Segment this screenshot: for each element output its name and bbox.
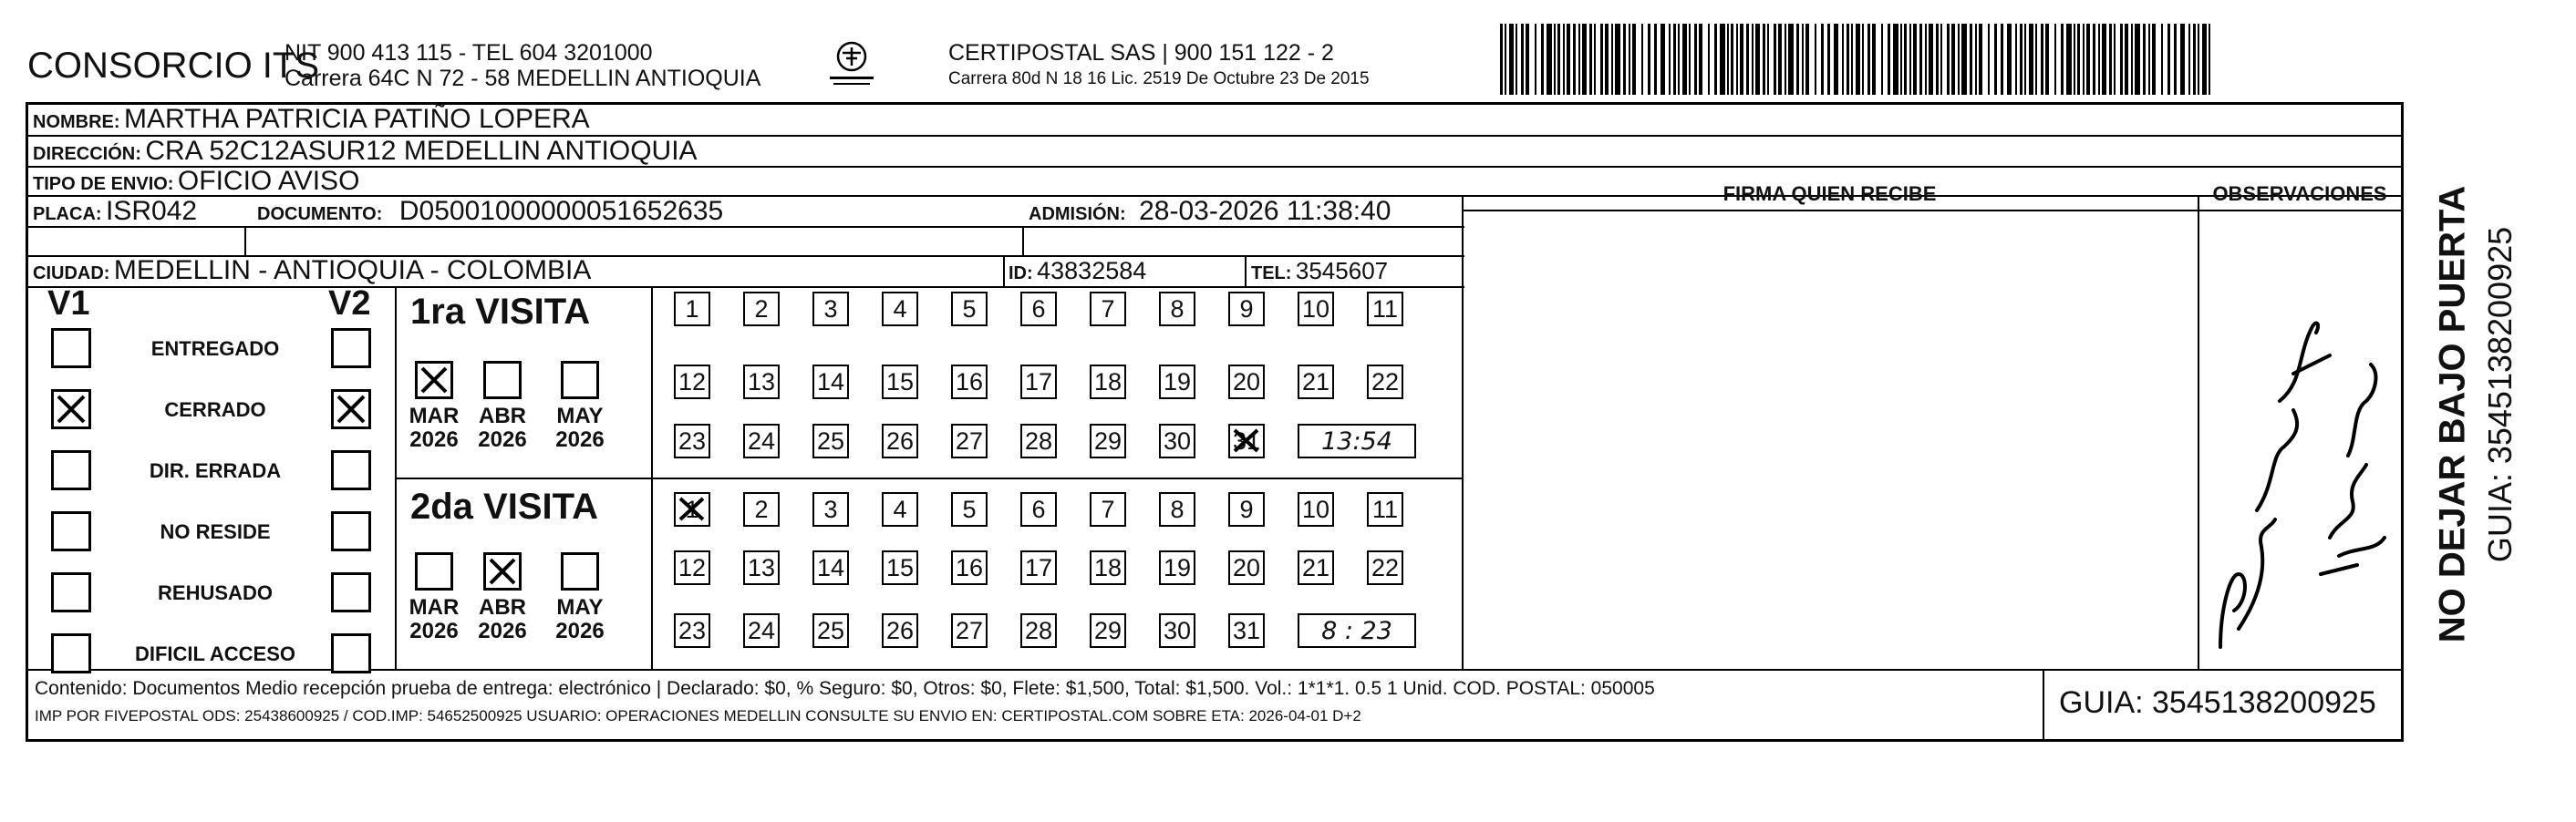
day-number: 8 [1170,294,1185,323]
company-nit-line: NIT 900 413 115 - TEL 604 3201000 [284,40,653,66]
city-label: CIUDAD: [33,263,110,283]
day-box[interactable] [1090,492,1126,527]
day-box[interactable] [1020,492,1057,527]
month-year: 2026 [478,427,527,452]
handwritten-check-mark [334,392,368,426]
status-option-label: NO RESIDE [160,520,271,543]
day-number: 31 [1232,616,1261,644]
day-box[interactable] [951,292,988,326]
v1-label: V1 [47,284,90,323]
day-box[interactable] [1020,613,1057,648]
month-label [553,596,607,643]
day-box[interactable] [1090,613,1126,648]
v1-checkbox[interactable] [51,450,91,490]
day-box[interactable] [1228,613,1265,648]
month-year: 2026 [409,427,459,452]
day-box[interactable] [1228,365,1265,399]
month-checkbox[interactable] [415,361,453,399]
month-year: 2026 [555,427,605,452]
day-box[interactable] [882,492,918,527]
month-label [475,405,530,452]
address-label: DIRECCIÓN: [33,144,141,164]
day-box[interactable] [1367,292,1403,326]
day-number: 19 [1163,553,1192,581]
day-number: 30 [1163,616,1192,644]
day-number: 19 [1163,367,1192,396]
day-box[interactable] [882,292,918,326]
day-box[interactable] [1020,365,1057,399]
v2-checkbox[interactable] [331,450,371,490]
day-box[interactable] [1159,365,1195,399]
day-box[interactable] [743,550,780,585]
day-box[interactable] [951,550,988,585]
recipient-city: MEDELLIN - ANTIOQUIA - COLOMBIA [113,255,592,285]
day-number: 14 [816,553,845,581]
carrier-line: CERTIPOSTAL SAS | 900 151 122 - 2 [948,40,1334,66]
day-box[interactable] [674,492,710,527]
carrier-license-line: Carrera 80d N 18 16 Lic. 2519 De Octubre 23 De 2015 [948,69,1370,88]
side-guia: GUIA: 3545138200925 [2481,226,2519,563]
day-box[interactable] [743,365,780,399]
day-box[interactable] [1159,292,1195,326]
day-number: 22 [1371,553,1400,581]
observations-title: OBSERVACIONES [2212,182,2387,205]
day-number: 15 [885,553,915,581]
day-number: 18 [1093,553,1122,581]
day-box[interactable] [1298,492,1334,527]
month-checkbox[interactable] [561,361,599,399]
month-name: MAR [409,404,460,428]
v2-checkbox[interactable] [331,511,371,551]
side-text-block [2407,102,2544,742]
day-box[interactable] [1298,365,1334,399]
day-number: 11 [1371,294,1399,323]
day-box[interactable] [743,292,780,326]
day-box[interactable] [743,424,780,458]
day-number: 23 [678,426,707,455]
status-option-label: CERRADO [164,398,266,421]
document-number: D05001000000051652635 [398,196,724,226]
address-row [33,138,698,170]
day-box[interactable] [1090,424,1126,458]
day-number: 28 [1024,426,1053,455]
day-box[interactable] [1090,292,1126,326]
month-checkbox[interactable] [483,361,522,399]
day-box[interactable] [1090,365,1126,399]
day-number: 10 [1301,294,1330,323]
city-row [33,257,591,289]
observations-handwriting [2202,301,2398,665]
day-number: 21 [1301,553,1330,581]
day-box[interactable] [1020,424,1057,458]
day-box[interactable] [1367,365,1403,399]
no-dejar-bajo-puerta: NO DEJAR BAJO PUERTA [2432,185,2473,643]
handwritten-check-mark [54,392,88,426]
day-number: 25 [816,426,845,455]
v2-label: V2 [328,284,371,323]
day-number: 2 [754,495,769,523]
day-number: 17 [1024,367,1053,396]
day-box[interactable] [743,613,780,648]
day-number: 3 [823,294,838,323]
visit-time-box[interactable]: 8 : 23 [1298,613,1416,648]
signature-area[interactable] [1464,212,2196,668]
month-checkbox[interactable] [561,552,599,591]
day-number: 6 [1031,495,1046,523]
send-type: OFICIO AVISO [177,166,360,196]
day-box[interactable] [812,550,849,585]
status-option-label: DIR. ERRADA [149,459,282,482]
day-box[interactable] [951,365,988,399]
month-name: ABR [479,404,526,428]
recipient-address: CRA 52C12ASUR12 MEDELLIN ANTIOQUIA [145,136,698,166]
day-number: 17 [1024,553,1053,581]
day-number: 26 [885,616,915,644]
month-name: MAY [556,595,604,620]
month-year: 2026 [555,619,605,643]
admission-date: 28-03-2026 11:38:40 [1139,196,1391,226]
footer-print-line: IMP POR FIVEPOSTAL ODS: 25438600925 / COD.IMP: 54652500925 USUARIO: OPERACIONES MEDELLIN CONSULTE SU ENVIO EN: CERTIPOSTAL.COM SOBRE ETA: 2026-04-01 D+2 [35,707,1361,724]
admission-label: ADMISIÓN: [1029,204,1126,224]
id-label: ID: [1009,263,1033,283]
day-box[interactable] [951,492,988,527]
day-number: 14 [816,367,845,396]
v1-checkbox[interactable] [51,572,91,612]
status-option-label: ENTREGADO [150,337,280,360]
v1-checkbox[interactable] [51,389,91,429]
month-name: MAR [409,595,460,620]
day-number: 20 [1232,367,1261,396]
day-number: 1 [685,294,699,323]
day-box[interactable] [882,613,918,648]
footer-guia: GUIA: 3545138200925 [2059,685,2376,720]
day-box[interactable] [1228,292,1265,326]
day-box[interactable] [1159,550,1195,585]
v1-checkbox[interactable] [51,633,91,673]
send-type-label: TIPO DE ENVIO: [33,174,174,194]
day-number: 24 [747,426,776,455]
day-box[interactable] [1159,424,1195,458]
document-label: DOCUMENTO: [257,204,383,224]
day-box[interactable] [882,365,918,399]
day-box[interactable] [812,365,849,399]
month-name: ABR [479,595,526,620]
admission-field [1029,198,1391,230]
certipostal-logo [828,40,875,91]
day-number: 4 [893,294,907,323]
plate-label: PLACA: [33,204,102,224]
day-box[interactable] [1298,550,1334,585]
v1-checkbox[interactable] [51,328,91,368]
day-number: 20 [1232,553,1261,581]
day-number: 12 [678,367,707,396]
day-number: 27 [955,426,984,455]
tel-field [1251,257,1388,289]
month-checkbox[interactable] [415,552,453,591]
day-number: 25 [816,616,845,644]
day-box[interactable] [882,550,918,585]
handwritten-check-mark [676,494,708,524]
status-option-label: REHUSADO [158,581,273,604]
day-number: 3 [823,495,838,523]
v2-checkbox[interactable] [331,389,371,429]
id-field [1009,257,1146,289]
day-number: 4 [893,495,907,523]
day-box[interactable] [1020,292,1057,326]
v2-checkbox[interactable] [331,633,371,673]
day-number: 27 [955,616,984,644]
signature-title: FIRMA QUIEN RECIBE [1723,182,1937,205]
day-number: 8 [1170,495,1185,523]
day-box[interactable] [882,424,918,458]
day-box[interactable] [1159,613,1195,648]
send-type-row [33,168,359,200]
day-box[interactable] [1228,492,1265,527]
footer-content-line: Contenido: Documentos Medio recepción prueba de entrega: electrónico | Declarado: $0, % Seguro: $0, Otros: $0, Flete: $1,500, Total: $1,500. Vol.: 1*1*1. 0.5 1 Unid. COD. POSTAL: 050005 [35,678,1655,699]
handwritten-check-mark [1230,426,1262,456]
day-number: 13 [747,553,776,581]
day-number: 10 [1301,495,1330,523]
month-name: MAY [556,404,604,428]
day-number: 21 [1301,367,1330,396]
day-box[interactable] [951,424,988,458]
day-number: 30 [1163,426,1192,455]
day-number: 7 [1101,495,1115,523]
day-number: 12 [678,553,707,581]
day-box[interactable] [812,492,849,527]
day-number: 16 [955,367,984,396]
day-number: 16 [955,553,984,581]
month-checkbox[interactable] [483,552,522,591]
day-number: 26 [885,426,915,455]
day-box[interactable] [1159,492,1195,527]
day-number: 9 [1239,495,1254,523]
day-box[interactable] [674,550,710,585]
day-number: 31 [1232,426,1261,455]
day-number: 7 [1101,294,1115,323]
month-year: 2026 [409,619,459,643]
month-label [407,405,461,452]
status-option-label: DIFICIL ACCESO [134,642,295,665]
name-label: NOMBRE: [33,112,120,132]
barcode [1500,24,2225,95]
day-box[interactable] [1367,550,1403,585]
day-number: 18 [1093,367,1122,396]
day-number: 24 [747,616,776,644]
day-number: 28 [1024,616,1053,644]
day-number: 29 [1093,426,1122,455]
tel-label: TEL: [1251,263,1292,283]
day-box[interactable] [812,613,849,648]
handwritten-check-mark [486,555,519,588]
day-box[interactable] [1298,292,1334,326]
day-box[interactable] [1090,550,1126,585]
month-label [553,405,607,452]
visit-time-box[interactable]: 13:54 [1298,424,1416,458]
handwritten-check-mark [418,364,450,396]
day-box[interactable] [1367,492,1403,527]
day-box[interactable] [674,613,710,648]
month-label [407,596,461,643]
day-box[interactable] [1228,424,1265,458]
day-number: 1 [685,495,699,523]
month-year: 2026 [478,619,527,643]
first-visit-title: 1ra VISITA [410,292,591,332]
day-number: 29 [1093,616,1122,644]
plate: ISR042 [106,196,198,226]
recipient-name: MARTHA PATRICIA PATIÑO LOPERA [124,104,590,134]
day-box[interactable] [743,492,780,527]
day-number: 5 [962,294,977,323]
day-box[interactable] [812,424,849,458]
day-box[interactable] [812,292,849,326]
day-number: 6 [1031,294,1046,323]
day-number: 2 [754,294,769,323]
day-box[interactable] [674,424,710,458]
day-box[interactable] [1228,550,1265,585]
name-row [33,106,590,138]
month-label [475,596,530,643]
day-number: 15 [885,367,915,396]
day-box[interactable] [674,365,710,399]
day-number: 13 [747,367,776,396]
v2-checkbox[interactable] [331,572,371,612]
day-number: 22 [1371,367,1400,396]
company-name: CONSORCIO ITS [27,46,320,86]
day-number: 11 [1371,495,1399,523]
v2-checkbox[interactable] [331,328,371,368]
day-box[interactable] [951,613,988,648]
company-address-line: Carrera 64C N 72 - 58 MEDELLIN ANTIOQUIA [284,66,761,91]
second-visit-title: 2da VISITA [410,487,598,527]
day-box[interactable] [1020,550,1057,585]
day-number: 9 [1239,294,1254,323]
document-field [257,198,723,230]
recipient-tel: 3545607 [1295,257,1389,284]
day-box[interactable] [674,292,710,326]
recipient-id: 43832584 [1037,257,1147,284]
day-number: 23 [678,616,707,644]
day-number: 5 [962,495,977,523]
plate-field [33,198,197,230]
v1-checkbox[interactable] [51,511,91,551]
